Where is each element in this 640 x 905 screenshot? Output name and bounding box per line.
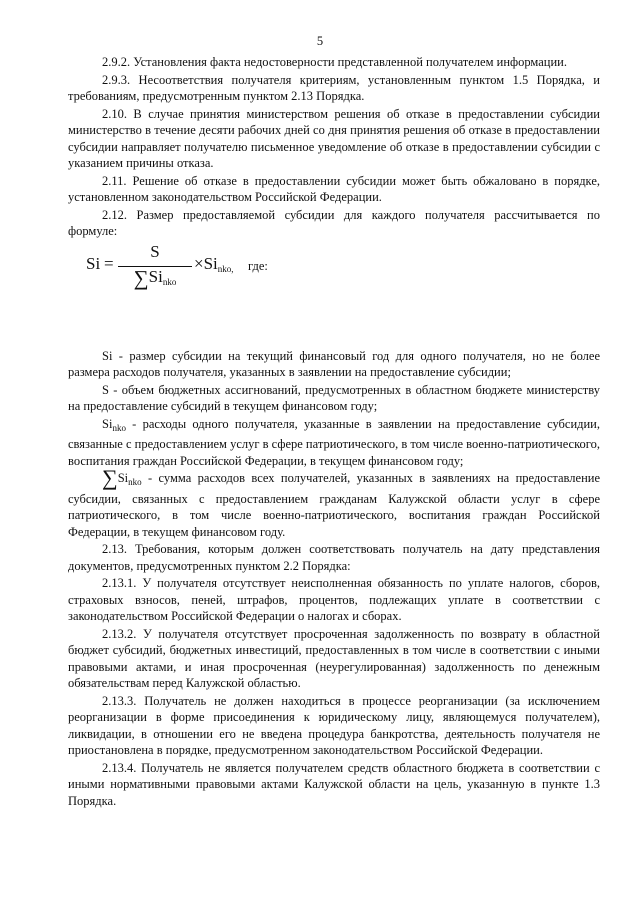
formula-numerator: S [150,241,160,261]
sum-symbol-def: ∑ [102,465,118,490]
paragraph-2-13-3: 2.13.3. Получатель не должен находиться в процессе реорганизации (за исключением реорганизации в форме присоединения к юридическому лицу, являющемуся получателем), ликвидации, в отношении его не введена процедура банкротства, деятельность получателя не приостановлена в порядке, предусмотренном законодательством Российской Федерации. [68,693,600,757]
formula-fraction [118,241,192,291]
paragraph-2-9-2: 2.9.2. Установления факта недостоверности представленной получателем информации. [102,55,567,69]
si-nko-text: - расходы одного получателя, указанные в заявлении на предоставление субсидии, связанные с предоставлением услуг в сфере патриотического, в том числе военно-патриотического, воспитания граждан Российской Федерации, в текущем финансовом году; [68,416,600,468]
rhs-sub: nko, [217,263,234,274]
rhs-var: Si [203,253,218,273]
paragraph-2-13-2: 2.13.2. У получателя отсутствует просроченная задолженность по возврату в областной бюджет субсидий, бюджетных инвестиций, предоставленных в том числе в соответствии с иными правовыми актами, и иная просроченная (неурегулированная) задолженность по денежным обязательствам перед Калужской областью. [68,626,600,690]
document-body [68,54,600,810]
sum-sub: nko [128,477,142,487]
definition-si: Si - размер субсидии на текущий финансовый год для одного получателя, но не более размера расходов получателя, указанных в заявлении на предоставление субсидии; [68,348,600,379]
denominator-var: Si [148,266,163,286]
formula-lhs: Si [86,253,101,273]
page-number: 5 [316,34,324,48]
denominator-sub: nko [162,276,177,287]
paragraph-2-9-3: 2.9.3. Несоответствия получателя критериям, установленным пунктом 1.5 Порядка, и требованиям, предусмотренным пунктом 2.13 Порядка. [68,72,600,103]
paragraph-2-13-1: 2.13.1. У получателя отсутствует неисполненная обязанность по уплате налогов, сборов, страховых взносов, пеней, штрафов, процентов, подлежащих уплате в соответствии с законодательством Российской Федерации о налогах и сборах. [68,576,600,623]
formula-equals: = [104,253,114,273]
times-sign: × [194,253,204,273]
definition-sum-si-nko [68,465,600,540]
definition-s: S - объем бюджетных ассигнований, предусмотренных в областном бюджете министерству на предоставление субсидий в текущем финансовом году; [68,382,600,413]
paragraph-2-10: 2.10. В случае принятия министерством решения об отказе в предоставлении субсидии министерство в течение десяти рабочих дней со дня принятия решения об отказе в предоставлении субсидии направляет получателю письменное уведомление об отказе в предоставлении субсидии с указанием причины отказа. [68,106,600,170]
formula-denominator [118,265,192,291]
formula-where: где: [248,258,268,273]
formula-rhs [194,253,234,278]
paragraph-2-11: 2.11. Решение об отказе в предоставлении субсидии может быть обжаловано в порядке, установленном законодательством Российской Федерации. [68,173,600,204]
si-nko-sub: nko [112,422,126,433]
paragraph-2-12: 2.12. Размер предоставляемой субсидии для каждого получателя рассчитывается по формуле: [68,207,600,238]
sum-var: Si [117,471,129,485]
sum-symbol: ∑ [133,265,149,290]
paragraph-2-13-4: 2.13.4. Получатель не является получателем средств областного бюджета в соответствии с иными нормативными правовыми актами Калужской области на цель, указанную в пункте 1.3 Порядка. [68,760,600,808]
si-nko-var: Si [102,416,113,431]
subsidy-formula [68,241,600,314]
paragraph-2-13: 2.13. Требования, которым должен соответствовать получатель на дату представления документов, предусмотренных пунктом 2.2 Порядка: [68,542,600,573]
sum-text: - сумма расходов всех получателей, указанных в заявлениях на предоставление субсидии, связанных с предоставлением гражданам Калужской области услуг в сфере патриотического, в том числе военно-патриотического, воспитания граждан Российской Федерации, в текущем финансовом году. [68,471,600,539]
definition-si-nko [68,416,600,470]
